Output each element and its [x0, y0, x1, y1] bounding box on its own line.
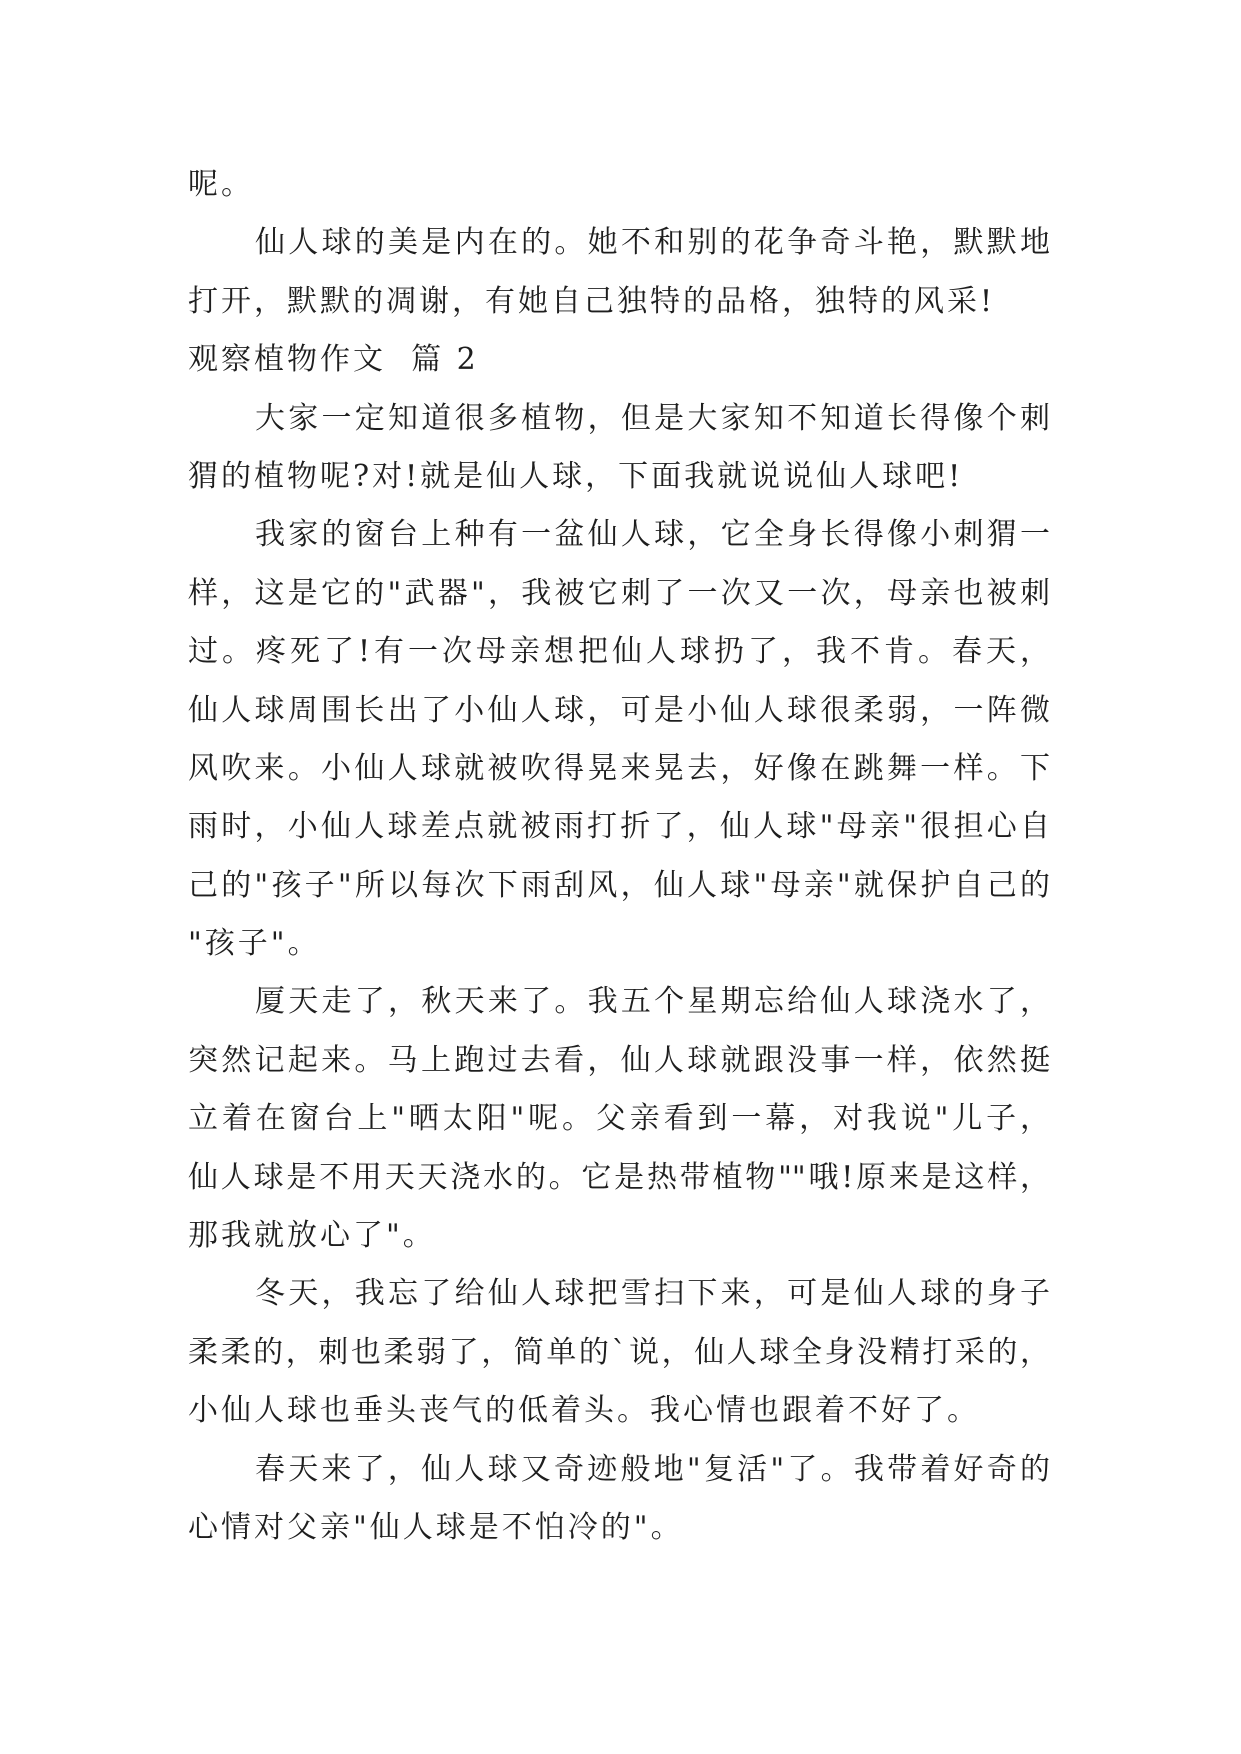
paragraph [188, 156, 1241, 214]
paragraph [188, 1265, 1241, 1440]
text-line: 仙人球是不用天天浇水的。它是热带植物""哦!原来是这样， [188, 1159, 1050, 1195]
text-line: 那我就放心了"。 [188, 1218, 436, 1254]
text-line: 柔柔的，刺也柔弱了，简单的`说，仙人球全身没精打采的， [188, 1334, 1050, 1370]
section-heading: 观察植物作文 篇 2 [188, 342, 479, 378]
text-line: 我家的窗台上种有一盆仙人球，它全身长得像小刺猬一 [255, 517, 1050, 553]
text-line: 大家一定知道很多植物，但是大家知不知道长得像个刺 [255, 400, 1050, 436]
text-line: 呢。 [188, 167, 254, 202]
text-line: 冬天，我忘了给仙人球把雪扫下来，可是仙人球的身子 [255, 1276, 1050, 1312]
text-line: 样，这是它的"武器"，我被它刺了一次又一次，母亲也被刺 [188, 575, 1050, 611]
paragraph [188, 506, 1241, 973]
paragraph [188, 214, 1241, 331]
text-line: "孩子"。 [188, 926, 321, 962]
text-line: 雨时，小仙人球差点就被雨打折了，仙人球"母亲"很担心自 [188, 809, 1050, 845]
text-line: 仙人球的美是内在的。她不和别的花争奇斗艳，默默地 [255, 225, 1050, 261]
text-line: 风吹来。小仙人球就被吹得晃来晃去，好像在跳舞一样。下 [188, 750, 1050, 786]
text-line: 厦天走了，秋天来了。我五个星期忘给仙人球浇水了， [255, 984, 1050, 1020]
paragraph [188, 390, 1241, 507]
text-line: 立着在窗台上"晒太阳"呢。父亲看到一幕，对我说"儿子， [188, 1101, 1050, 1137]
text-line: 仙人球周围长出了小仙人球，可是小仙人球很柔弱，一阵微 [188, 692, 1050, 728]
text-line: 小仙人球也垂头丧气的低着头。我心情也跟着不好了。 [188, 1393, 980, 1429]
text-line: 过。疼死了!有一次母亲想把仙人球扔了，我不肯。春天， [188, 634, 1050, 670]
paragraph [188, 973, 1241, 1265]
text-line: 突然记起来。马上跑过去看，仙人球就跟没事一样，依然挺 [188, 1042, 1050, 1078]
text-line: 打开，默默的凋谢，有她自己独特的品格，独特的风采! [188, 283, 996, 319]
text-line: 己的"孩子"所以每次下雨刮风，仙人球"母亲"就保护自己的 [188, 867, 1050, 903]
paragraph [188, 1441, 1241, 1558]
text-line: 心情对父亲"仙人球是不怕冷的"。 [188, 1509, 684, 1545]
text-line: 猬的植物呢?对!就是仙人球，下面我就说说仙人球吧! [188, 458, 964, 494]
text-line: 春天来了，仙人球又奇迹般地"复活"了。我带着好奇的 [255, 1451, 1050, 1487]
